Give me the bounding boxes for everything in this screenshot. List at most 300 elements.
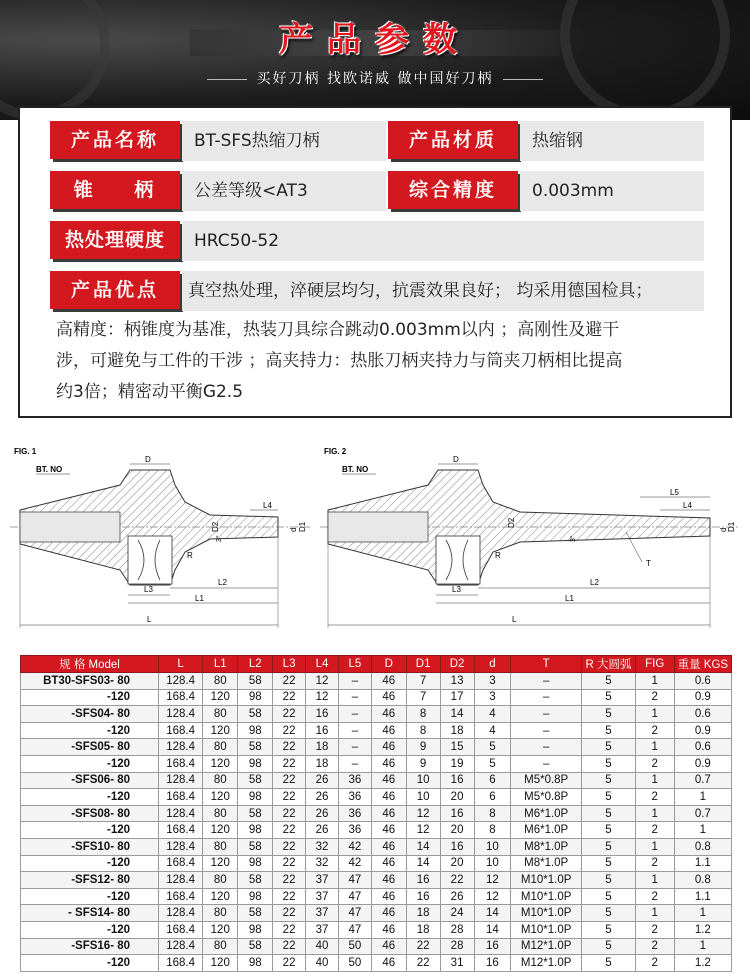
- table-cell: M10*1.0P: [511, 888, 582, 905]
- table-cell: 128.4: [159, 838, 203, 855]
- table-cell: 16: [474, 955, 511, 972]
- table-cell: 47: [338, 888, 371, 905]
- table-cell: –: [511, 755, 582, 772]
- table-cell: 2: [635, 689, 674, 706]
- name-value: BT-SFS热缩刀柄: [182, 121, 386, 161]
- table-cell: 37: [306, 905, 339, 922]
- fig1-dim-l4: L4: [263, 501, 272, 510]
- table-cell: 1: [635, 772, 674, 789]
- table-cell: 22: [440, 872, 474, 889]
- model-cell: -SFS05- 80: [21, 739, 159, 756]
- model-cell: BT30-SFS03- 80: [21, 673, 159, 690]
- table-cell: 14: [440, 706, 474, 723]
- table-cell: 18: [406, 905, 440, 922]
- table-cell: 58: [238, 872, 273, 889]
- table-cell: 46: [371, 805, 406, 822]
- table-cell: 46: [371, 921, 406, 938]
- table-cell: 58: [238, 772, 273, 789]
- table-cell: 22: [273, 921, 306, 938]
- table-cell: 2: [635, 938, 674, 955]
- fig2-dim-l1: L1: [565, 594, 574, 603]
- table-cell: 10: [406, 772, 440, 789]
- table-header-cell: D1: [406, 656, 440, 673]
- table-cell: 2: [635, 888, 674, 905]
- table-cell: 8: [474, 805, 511, 822]
- table-cell: 22: [273, 706, 306, 723]
- table-row: [21, 722, 732, 739]
- table-cell: –: [511, 673, 582, 690]
- table-cell: 120: [203, 722, 238, 739]
- table-cell: 80: [203, 673, 238, 690]
- table-cell: 58: [238, 673, 273, 690]
- table-cell: 46: [371, 772, 406, 789]
- table-cell: 26: [440, 888, 474, 905]
- table-cell: 80: [203, 872, 238, 889]
- table-cell: 46: [371, 955, 406, 972]
- table-cell: 5: [582, 905, 636, 922]
- table-cell: 46: [371, 673, 406, 690]
- table-cell: 1.1: [674, 855, 731, 872]
- table-cell: 2: [635, 921, 674, 938]
- table-cell: 12: [474, 888, 511, 905]
- fig2-dim-l3: L3: [452, 585, 461, 594]
- table-row: [21, 772, 732, 789]
- table-cell: 1: [674, 789, 731, 806]
- table-cell: 98: [238, 755, 273, 772]
- fig1-dim-l1: L1: [195, 594, 204, 603]
- table-cell: 58: [238, 838, 273, 855]
- table-cell: 16: [306, 706, 339, 723]
- table-cell: 46: [371, 722, 406, 739]
- table-cell: 22: [273, 789, 306, 806]
- table-cell: 168.4: [159, 822, 203, 839]
- table-cell: 10: [474, 855, 511, 872]
- table-cell: 5: [582, 872, 636, 889]
- table-cell: 120: [203, 888, 238, 905]
- table-cell: 0.9: [674, 689, 731, 706]
- fig1-dim-d2: D2: [211, 521, 220, 532]
- model-cell: -120: [21, 855, 159, 872]
- table-cell: 22: [406, 938, 440, 955]
- table-cell: M10*1.0P: [511, 872, 582, 889]
- fig1-btno: BT. NO: [36, 465, 63, 474]
- table-cell: 16: [474, 938, 511, 955]
- table-cell: 16: [440, 805, 474, 822]
- table-cell: 5: [474, 755, 511, 772]
- table-cell: 47: [338, 921, 371, 938]
- table-cell: 8: [406, 722, 440, 739]
- table-cell: 46: [371, 938, 406, 955]
- table-cell: 26: [306, 772, 339, 789]
- table-header-cell: D: [371, 656, 406, 673]
- table-cell: 42: [338, 838, 371, 855]
- table-row: [21, 739, 732, 756]
- table-header-cell: L1: [203, 656, 238, 673]
- table-cell: 14: [406, 838, 440, 855]
- table-cell: M12*1.0P: [511, 955, 582, 972]
- table-cell: 6: [474, 772, 511, 789]
- table-cell: 22: [406, 955, 440, 972]
- table-cell: 22: [273, 689, 306, 706]
- table-cell: 22: [273, 888, 306, 905]
- table-row: [21, 938, 732, 955]
- table-cell: 14: [474, 921, 511, 938]
- table-cell: 18: [306, 739, 339, 756]
- table-cell: 31: [440, 955, 474, 972]
- table-cell: 47: [338, 872, 371, 889]
- table-cell: 9: [406, 755, 440, 772]
- table-cell: 98: [238, 822, 273, 839]
- table-cell: 20: [440, 789, 474, 806]
- model-cell: -SFS08- 80: [21, 805, 159, 822]
- table-cell: 58: [238, 706, 273, 723]
- table-cell: 46: [371, 888, 406, 905]
- hardness-label: 热处理硬度: [50, 221, 180, 259]
- table-cell: 6: [474, 789, 511, 806]
- table-cell: 19: [440, 755, 474, 772]
- table-cell: 22: [273, 938, 306, 955]
- fig1-dim-angle: 3°: [216, 535, 223, 542]
- table-cell: 2: [635, 789, 674, 806]
- table-cell: M8*1.0P: [511, 855, 582, 872]
- table-cell: 46: [371, 905, 406, 922]
- table-cell: 15: [440, 739, 474, 756]
- table-cell: 36: [338, 822, 371, 839]
- table-cell: 46: [371, 822, 406, 839]
- spec-table: [20, 655, 732, 972]
- table-cell: 32: [306, 838, 339, 855]
- table-cell: M12*1.0P: [511, 938, 582, 955]
- table-cell: 22: [273, 722, 306, 739]
- table-header-cell: D2: [440, 656, 474, 673]
- table-cell: 12: [306, 689, 339, 706]
- table-cell: 168.4: [159, 689, 203, 706]
- table-cell: 46: [371, 755, 406, 772]
- fig2-dim-d1: D1: [727, 521, 736, 532]
- table-cell: 2: [635, 722, 674, 739]
- table-cell: 36: [338, 805, 371, 822]
- table-row: [21, 838, 732, 855]
- table-cell: 0.6: [674, 739, 731, 756]
- table-cell: 46: [371, 872, 406, 889]
- table-cell: 120: [203, 689, 238, 706]
- table-cell: 12: [306, 673, 339, 690]
- table-header-cell: L: [159, 656, 203, 673]
- table-cell: 22: [273, 673, 306, 690]
- table-cell: M10*1.0P: [511, 921, 582, 938]
- table-cell: 5: [582, 789, 636, 806]
- table-cell: 16: [406, 872, 440, 889]
- table-cell: 5: [582, 722, 636, 739]
- table-cell: 5: [582, 921, 636, 938]
- model-cell: -SFS10- 80: [21, 838, 159, 855]
- table-cell: 1: [635, 739, 674, 756]
- table-row: [21, 888, 732, 905]
- table-cell: 168.4: [159, 789, 203, 806]
- table-cell: 58: [238, 805, 273, 822]
- table-cell: M10*1.0P: [511, 905, 582, 922]
- table-cell: 5: [582, 689, 636, 706]
- table-cell: 80: [203, 805, 238, 822]
- table-cell: 128.4: [159, 938, 203, 955]
- table-cell: 14: [474, 905, 511, 922]
- table-cell: 18: [406, 921, 440, 938]
- table-cell: M5*0.8P: [511, 772, 582, 789]
- table-row: [21, 872, 732, 889]
- table-cell: 1.2: [674, 955, 731, 972]
- table-cell: 5: [582, 838, 636, 855]
- table-cell: 120: [203, 855, 238, 872]
- table-header-cell: L3: [273, 656, 306, 673]
- table-row: [21, 805, 732, 822]
- table-cell: 16: [306, 722, 339, 739]
- name-label: 产品名称: [50, 121, 180, 159]
- model-cell: -SFS04- 80: [21, 706, 159, 723]
- table-cell: 46: [371, 855, 406, 872]
- material-value: 热缩钢: [520, 121, 704, 161]
- table-cell: 46: [371, 838, 406, 855]
- fig1-label: FIG. 1: [14, 447, 37, 456]
- table-cell: –: [511, 706, 582, 723]
- banner-subtitle: [0, 68, 750, 88]
- table-cell: 168.4: [159, 955, 203, 972]
- table-cell: 5: [582, 755, 636, 772]
- table-cell: –: [511, 689, 582, 706]
- table-cell: 40: [306, 938, 339, 955]
- table-cell: 32: [306, 855, 339, 872]
- table-header-cell: 重量 KGS: [674, 656, 731, 673]
- table-cell: 128.4: [159, 772, 203, 789]
- taper-value: 公差等级<AT3: [182, 171, 386, 211]
- table-cell: 22: [273, 838, 306, 855]
- table-row: [21, 921, 732, 938]
- fig1-drawing: [10, 440, 315, 635]
- table-cell: 58: [238, 739, 273, 756]
- table-cell: 24: [440, 905, 474, 922]
- table-cell: 7: [406, 689, 440, 706]
- model-cell: -120: [21, 921, 159, 938]
- table-cell: 26: [306, 805, 339, 822]
- table-cell: 1: [674, 822, 731, 839]
- model-cell: -120: [21, 755, 159, 772]
- table-header-cell: d: [474, 656, 511, 673]
- fig1-svg: [10, 440, 315, 635]
- table-cell: 18: [440, 722, 474, 739]
- table-cell: 22: [273, 955, 306, 972]
- table-cell: 10: [406, 789, 440, 806]
- table-cell: M8*1.0P: [511, 838, 582, 855]
- table-cell: 14: [406, 855, 440, 872]
- fig1-dim-l2: L2: [218, 578, 227, 587]
- precision-label: 综合精度: [388, 171, 518, 209]
- table-cell: 0.6: [674, 673, 731, 690]
- table-cell: 128.4: [159, 739, 203, 756]
- table-cell: 12: [406, 805, 440, 822]
- table-cell: 26: [306, 822, 339, 839]
- table-cell: 12: [474, 872, 511, 889]
- advantage-line4: 约3倍；精密动平衡G2.5: [56, 382, 244, 402]
- table-cell: 36: [338, 772, 371, 789]
- table-cell: 46: [371, 706, 406, 723]
- table-cell: 12: [406, 822, 440, 839]
- table-cell: 0.8: [674, 838, 731, 855]
- table-cell: 22: [273, 739, 306, 756]
- table-cell: 1: [674, 938, 731, 955]
- product-info-card: [18, 106, 732, 418]
- table-cell: 120: [203, 921, 238, 938]
- table-cell: 0.7: [674, 772, 731, 789]
- table-cell: 5: [582, 673, 636, 690]
- table-cell: 1: [635, 673, 674, 690]
- table-cell: 0.6: [674, 706, 731, 723]
- table-cell: 37: [306, 888, 339, 905]
- model-cell: - SFS14- 80: [21, 905, 159, 922]
- table-cell: 5: [582, 822, 636, 839]
- table-row: [21, 822, 732, 839]
- fig2-dim-angle: 3°: [570, 535, 577, 542]
- table-cell: 16: [440, 838, 474, 855]
- table-cell: 22: [273, 755, 306, 772]
- table-cell: 5: [582, 706, 636, 723]
- table-cell: 98: [238, 888, 273, 905]
- table-cell: 8: [406, 706, 440, 723]
- table-cell: M6*1.0P: [511, 822, 582, 839]
- hardness-value: HRC50-52: [182, 221, 704, 261]
- table-cell: 36: [338, 789, 371, 806]
- table-header-cell: T: [511, 656, 582, 673]
- table-cell: 20: [440, 855, 474, 872]
- table-cell: 80: [203, 905, 238, 922]
- table-cell: –: [338, 739, 371, 756]
- table-cell: 22: [273, 822, 306, 839]
- table-cell: 98: [238, 722, 273, 739]
- table-cell: 168.4: [159, 855, 203, 872]
- table-cell: 1: [635, 905, 674, 922]
- fig2-dim-d: D: [453, 455, 459, 464]
- table-row: [21, 706, 732, 723]
- table-cell: 0.8: [674, 872, 731, 889]
- table-cell: M5*0.8P: [511, 789, 582, 806]
- table-cell: 2: [635, 755, 674, 772]
- table-cell: 168.4: [159, 722, 203, 739]
- table-cell: 80: [203, 938, 238, 955]
- table-cell: 47: [338, 905, 371, 922]
- table-cell: 2: [635, 955, 674, 972]
- table-cell: 16: [406, 888, 440, 905]
- model-cell: -SFS06- 80: [21, 772, 159, 789]
- header-banner: [0, 0, 750, 120]
- precision-value: 0.003mm: [520, 171, 704, 211]
- fig2-label: FIG. 2: [324, 447, 347, 456]
- table-cell: 9: [406, 739, 440, 756]
- table-cell: –: [511, 722, 582, 739]
- table-row: [21, 789, 732, 806]
- advantage-label: 产品优点: [50, 271, 180, 309]
- table-header-cell: FIG: [635, 656, 674, 673]
- model-cell: -120: [21, 789, 159, 806]
- table-cell: 3: [474, 673, 511, 690]
- table-cell: 8: [474, 822, 511, 839]
- table-cell: –: [511, 739, 582, 756]
- table-cell: 22: [273, 805, 306, 822]
- table-header-cell: L5: [338, 656, 371, 673]
- table-cell: M6*1.0P: [511, 805, 582, 822]
- table-cell: 1: [635, 805, 674, 822]
- table-row: [21, 755, 732, 772]
- table-cell: 5: [582, 938, 636, 955]
- model-cell: -SFS12- 80: [21, 872, 159, 889]
- table-cell: 5: [582, 888, 636, 905]
- fig1-dim-d: D: [145, 455, 151, 464]
- fig1-dim-l3: L3: [144, 585, 153, 594]
- advantage-line1: 真空热处理，淬硬层均匀，抗震效果良好； 均采用德国检具；: [182, 271, 704, 311]
- fig2-dim-l: L: [512, 615, 517, 624]
- table-cell: 37: [306, 921, 339, 938]
- table-cell: 98: [238, 855, 273, 872]
- fig2-dim-r: R: [495, 551, 501, 560]
- table-cell: 5: [582, 855, 636, 872]
- table-cell: –: [338, 689, 371, 706]
- table-cell: 17: [440, 689, 474, 706]
- table-cell: 120: [203, 755, 238, 772]
- table-cell: 5: [474, 739, 511, 756]
- table-cell: 46: [371, 789, 406, 806]
- table-cell: 58: [238, 938, 273, 955]
- table-header-cell: L4: [306, 656, 339, 673]
- banner-subtitle-text: 买好刀柄 找欧诺威 做中国好刀柄: [256, 71, 494, 87]
- model-cell: -SFS16- 80: [21, 938, 159, 955]
- table-row: [21, 955, 732, 972]
- table-cell: 5: [582, 955, 636, 972]
- table-cell: 28: [440, 921, 474, 938]
- table-cell: 80: [203, 739, 238, 756]
- table-cell: 98: [238, 689, 273, 706]
- table-cell: 0.9: [674, 722, 731, 739]
- table-cell: 98: [238, 921, 273, 938]
- table-cell: 10: [474, 838, 511, 855]
- model-cell: -120: [21, 955, 159, 972]
- advantage-line2: 高精度：柄锥度为基准，热装刀具综合跳动0.003mm以内 ；高刚性及避干: [56, 320, 620, 340]
- table-cell: 128.4: [159, 905, 203, 922]
- table-cell: 1: [635, 706, 674, 723]
- table-cell: 80: [203, 706, 238, 723]
- table-cell: 1: [674, 905, 731, 922]
- table-cell: 120: [203, 789, 238, 806]
- table-header-cell: L2: [238, 656, 273, 673]
- fig1-dim-l: L: [147, 615, 152, 624]
- table-header-cell: 规 格 Model: [21, 656, 159, 673]
- table-cell: 98: [238, 955, 273, 972]
- table-cell: 58: [238, 905, 273, 922]
- table-cell: 7: [406, 673, 440, 690]
- table-cell: 128.4: [159, 706, 203, 723]
- table-cell: –: [338, 755, 371, 772]
- table-cell: 4: [474, 722, 511, 739]
- table-cell: 2: [635, 822, 674, 839]
- model-cell: -120: [21, 722, 159, 739]
- fig2-dim-l5: L5: [670, 488, 679, 497]
- table-cell: –: [338, 706, 371, 723]
- advantage-line3: 涉，可避免与工件的干涉 ；高夹持力：热胀刀柄夹持力与筒夹刀柄相比提高: [56, 351, 623, 371]
- table-cell: 50: [338, 955, 371, 972]
- fig1-dim-dd: d: [289, 527, 298, 532]
- table-cell: 5: [582, 805, 636, 822]
- fig1-dim-r: R: [187, 551, 193, 560]
- table-cell: 16: [440, 772, 474, 789]
- fig2-drawing: [320, 440, 745, 635]
- table-cell: 22: [273, 772, 306, 789]
- table-cell: 1.1: [674, 888, 731, 905]
